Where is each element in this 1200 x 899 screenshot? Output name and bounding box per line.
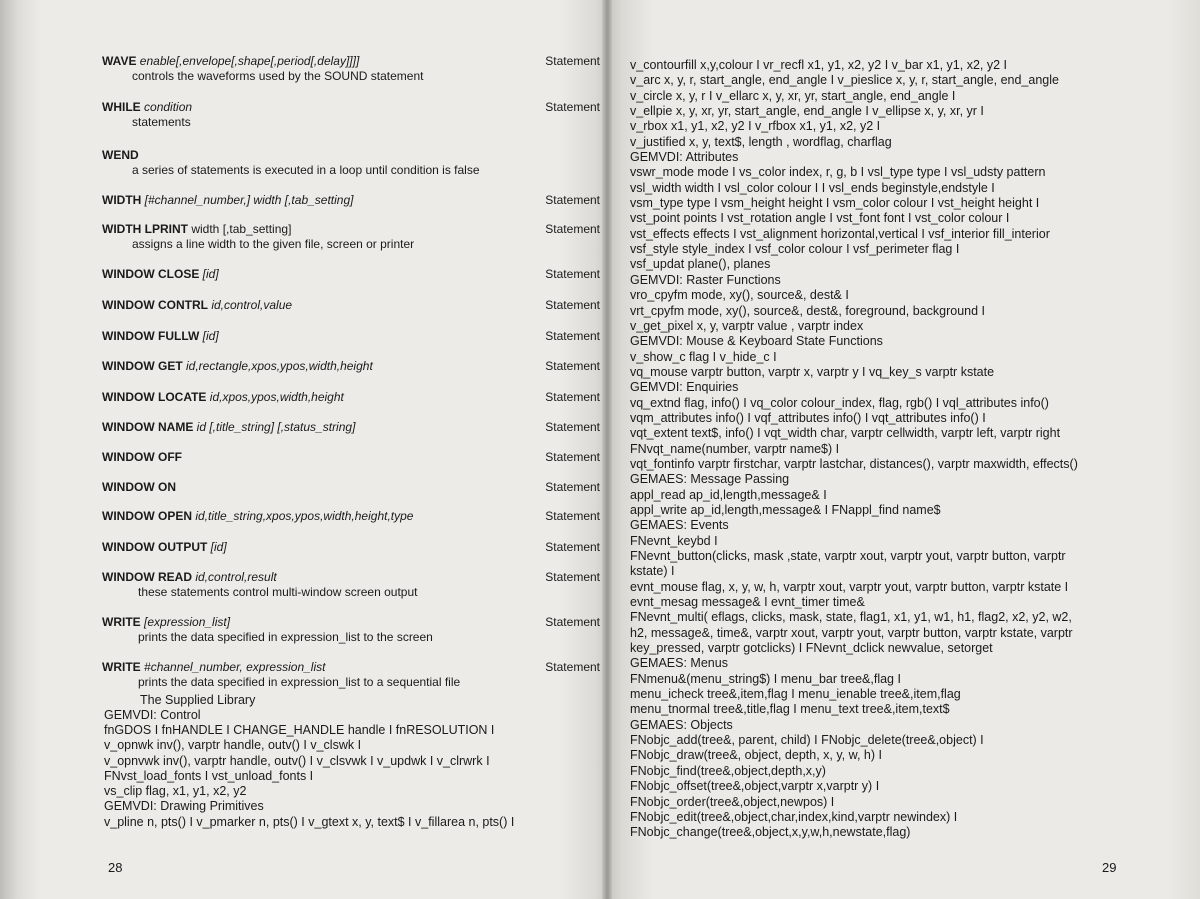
code-line: FNmenu&(menu_string$) I menu_bar tree&,flag I xyxy=(630,671,901,686)
entry-type: Statement xyxy=(545,660,600,674)
code-line: v_show_c flag I v_hide_c I xyxy=(630,349,777,364)
code-line: FNobjc_find(tree&,object,depth,x,y) xyxy=(630,763,826,778)
code-line: FNobjc_change(tree&,object,x,y,w,h,newstate,flag) xyxy=(630,825,911,840)
code-line: GEMAES: Message Passing xyxy=(630,472,790,487)
code-line: evnt_mesag message& I evnt_timer time& xyxy=(630,595,865,610)
code-line: FNvqt_name(number, varptr name$) I xyxy=(630,441,840,456)
code-line: appl_read ap_id,length,message& I xyxy=(630,487,827,502)
code-line: FNobjc_order(tree&,object,newpos) I xyxy=(630,794,835,809)
entry-window-off xyxy=(102,450,602,465)
code-line: vsf_updat plane(), planes xyxy=(630,257,771,272)
entry-keyword: WINDOW READ xyxy=(102,570,192,584)
code-line: appl_write ap_id,length,message& I FNappl_find name$ xyxy=(630,502,941,517)
code-line: evnt_mouse flag, x, y, w, h, varptr xout, varptr yout, varptr button, varptr kstate I xyxy=(630,579,1069,594)
entry-window-get xyxy=(102,359,602,374)
entry-description: controls the waveforms used by the SOUND statement xyxy=(132,69,424,83)
entry-args: [id] xyxy=(210,540,227,554)
entry-args: id,control,result xyxy=(195,570,277,584)
code-line: vq_mouse varptr button, varptr x, varptr y I vq_key_s varptr kstate xyxy=(630,364,995,379)
code-line: kstate) I xyxy=(630,564,675,579)
code-line: v_contourfill x,y,colour I vr_recfl x1, y1, x2, y2 I v_bar x1, y1, x2, y2 I xyxy=(630,58,1008,72)
entry-args: [id] xyxy=(202,267,219,281)
entry-args: [id] xyxy=(202,329,219,343)
entry-keyword: WINDOW CONTRL xyxy=(102,298,208,312)
code-line: v_opnwk inv(), varptr handle, outv() I v_clswk I xyxy=(104,738,362,752)
code-line: v_ellpie x, y, xr, yr, start_angle, end_angle I v_ellipse x, y, xr, yr I xyxy=(630,104,984,119)
entry-type: Statement xyxy=(545,509,600,523)
code-line: v_get_pixel x, y, varptr value , varptr index xyxy=(630,318,864,333)
entry-type: Statement xyxy=(545,222,600,236)
code-line: vqm_attributes info() I vqf_attributes info() I vqt_attributes info() I xyxy=(630,410,986,425)
entry-keyword: WRITE xyxy=(102,660,141,674)
code-line: v_opnvwk inv(), varptr handle, outv() I v_clsvwk I v_updwk I v_clrwrk I xyxy=(104,754,490,768)
entry-description: a series of statements is executed in a loop until condition is false xyxy=(132,163,480,177)
entry-args: condition xyxy=(144,100,193,114)
page-number-right: 29 xyxy=(1102,860,1117,875)
code-line: v_pline n, pts() I v_pmarker n, pts() I v_gtext x, y, text$ I v_fillarea n, pts() I xyxy=(104,815,515,829)
code-line: GEMVDI: Raster Functions xyxy=(630,272,781,287)
right-page xyxy=(608,0,1200,899)
code-line: key_pressed, varptr gotclicks) I FNevnt_dclick newvalue, setorget xyxy=(630,641,993,656)
entry-args: id,title_string,xpos,ypos,width,height,type xyxy=(195,509,414,523)
entry-window-on xyxy=(102,480,602,495)
entry-window-open xyxy=(102,509,602,524)
entry-type: Statement xyxy=(545,267,600,281)
code-line: h2, message&, time&, varptr xout, varptr yout, varptr button, varptr kstate, varptr xyxy=(630,625,1073,640)
entry-type: Statement xyxy=(545,480,600,494)
entry-type: Statement xyxy=(545,540,600,554)
entry-write xyxy=(102,615,602,645)
entry-args: id,rectangle,xpos,ypos,width,height xyxy=(186,359,373,373)
entry-type: Statement xyxy=(545,570,600,584)
entry-args: id [,title_string] [,status_string] xyxy=(196,420,356,434)
entry-window-locate xyxy=(102,390,602,405)
code-line: vswr_mode mode I vs_color index, r, g, b I vsl_type type I vsl_udsty pattern xyxy=(630,165,1046,180)
entry-type: Statement xyxy=(545,359,600,373)
entry-type: Statement xyxy=(545,615,600,629)
code-line: vsf_style style_index I vsf_color colour I vsf_perimeter flag I xyxy=(630,242,960,257)
entry-args: width [,tab_setting] xyxy=(191,222,292,236)
entry-description: these statements control multi-window screen output xyxy=(138,585,418,599)
entry-description: prints the data specified in expression_list to the screen xyxy=(138,630,433,644)
entry-wend xyxy=(102,148,602,178)
entry-keyword: WINDOW ON xyxy=(102,480,176,494)
entry-keyword: WINDOW LOCATE xyxy=(102,390,207,404)
entry-keyword: WRITE xyxy=(102,615,141,629)
entry-type: Statement xyxy=(545,329,600,343)
entry-type: Statement xyxy=(545,420,600,434)
code-line: FNobjc_draw(tree&, object, depth, x, y, w, h) I xyxy=(630,748,882,763)
entry-args: #channel_number, expression_list xyxy=(144,660,326,674)
code-line: FNobjc_add(tree&, parent, child) I FNobjc_delete(tree&,object) I xyxy=(630,733,984,748)
code-line: vq_extnd flag, info() I vq_color colour_index, flag, rgb() I vql_attributes info() xyxy=(630,395,1049,410)
entry-write-channel xyxy=(102,660,602,690)
code-line: v_rbox x1, y1, x2, y2 I v_rfbox x1, y1, x2, y2 I xyxy=(630,119,881,134)
entry-keyword: WIDTH xyxy=(102,193,142,207)
entry-keyword: WINDOW NAME xyxy=(102,420,194,434)
book-gutter xyxy=(602,0,612,899)
entry-args: [expression_list] xyxy=(144,615,231,629)
code-line: GEMVDI: Enquiries xyxy=(630,380,739,395)
code-line: FNobjc_edit(tree&,object,char,index,kind,varptr newindex) I xyxy=(630,809,958,824)
entry-keyword: WINDOW OUTPUT xyxy=(102,540,208,554)
page-number-left: 28 xyxy=(108,860,123,875)
section-heading: GEMVDI: Drawing Primitives xyxy=(104,799,264,813)
code-line: vro_cpyfm mode, xy(), source&, dest& I xyxy=(630,288,849,303)
code-line: FNevnt_keybd I xyxy=(630,533,718,548)
code-line: GEMVDI: Mouse & Keyboard State Functions xyxy=(630,334,883,349)
right-page-text xyxy=(630,58,1195,841)
entry-window-output xyxy=(102,540,602,555)
code-line: GEMAES: Events xyxy=(630,518,729,533)
code-line: GEMAES: Objects xyxy=(630,717,733,732)
code-line: vs_clip flag, x1, y1, x2, y2 xyxy=(104,784,247,798)
entry-keyword: WEND xyxy=(102,148,139,162)
entry-type: Statement xyxy=(545,193,600,207)
entry-type: Statement xyxy=(545,100,600,114)
code-line: v_justified x, y, text$, length , wordflag, charflag xyxy=(630,134,892,149)
code-line: vqt_fontinfo varptr firstchar, varptr lastchar, distances(), varptr maxwidth, effects() xyxy=(630,456,1078,471)
entry-while xyxy=(102,100,602,130)
entry-window-close xyxy=(102,267,602,282)
code-line: menu_icheck tree&,item,flag I menu_ienable tree&,item,flag xyxy=(630,687,961,702)
entry-window-contrl xyxy=(102,298,602,313)
code-line: vrt_cpyfm mode, xy(), source&, dest&, foreground, background I xyxy=(630,303,986,318)
entry-args: enable[,envelope[,shape[,period[,delay]]]] xyxy=(139,54,360,68)
entry-keyword: WINDOW FULLW xyxy=(102,329,200,343)
entry-window-name xyxy=(102,420,602,435)
code-line: vst_point points I vst_rotation angle I vst_font font I vst_color colour I xyxy=(630,211,1010,226)
code-line: menu_tnormal tree&,title,flag I menu_text tree&,item,text$ xyxy=(630,702,950,717)
entry-args: id,control,value xyxy=(211,298,293,312)
entry-type: Statement xyxy=(545,450,600,464)
entry-keyword: WAVE xyxy=(102,54,137,68)
library-heading: The Supplied Library xyxy=(140,693,256,707)
entry-window-fullw xyxy=(102,329,602,344)
entry-args: [#channel_number,] width [,tab_setting] xyxy=(144,193,354,207)
entry-type: Statement xyxy=(545,390,600,404)
code-line: fnGDOS I fnHANDLE I CHANGE_HANDLE handle I fnRESOLUTION I xyxy=(104,723,495,737)
entry-description: statements xyxy=(132,115,191,129)
code-line: GEMVDI: Attributes xyxy=(630,150,739,165)
code-line: FNevnt_multi( eflags, clicks, mask, state, flag1, x1, y1, w1, h1, flag2, x2, y2, w2, xyxy=(630,610,1072,625)
code-line: FNobjc_offset(tree&,object,varptr x,varptr y) I xyxy=(630,779,880,794)
code-line: v_arc x, y, r, start_angle, end_angle I v_pieslice x, y, r, start_angle, end_angle xyxy=(630,73,1059,88)
section-heading: GEMVDI: Control xyxy=(104,708,201,722)
entry-description: prints the data specified in expression_list to a sequential file xyxy=(138,675,461,689)
code-line: vqt_extent text$, info() I vqt_width char, varptr cellwidth, varptr left, varptr right xyxy=(630,426,1061,441)
entry-type: Statement xyxy=(545,54,600,68)
entry-keyword: WHILE xyxy=(102,100,141,114)
code-line: vst_effects effects I vst_alignment horizontal,vertical I vsf_interior fill_interior xyxy=(630,226,1050,241)
entry-keyword: WINDOW OFF xyxy=(102,450,182,464)
code-line: vsm_type type I vsm_height height I vsm_color colour I vst_height height I xyxy=(630,196,1040,211)
entry-keyword: WINDOW GET xyxy=(102,359,183,373)
code-line: vsl_width width I vsl_color colour I I vsl_ends beginstyle,endstyle I xyxy=(630,180,995,195)
entry-width-lprint xyxy=(102,222,602,252)
code-line: GEMAES: Menus xyxy=(630,656,728,671)
entry-args: id,xpos,ypos,width,height xyxy=(209,390,344,404)
entry-window-read xyxy=(102,570,602,600)
entry-width xyxy=(102,193,602,208)
entry-description: assigns a line width to the given file, screen or printer xyxy=(132,237,415,251)
entry-keyword: WINDOW CLOSE xyxy=(102,267,200,281)
code-line: FNevnt_button(clicks, mask ,state, varptr xout, varptr yout, varptr button, varptr xyxy=(630,549,1066,563)
entry-keyword: WIDTH LPRINT xyxy=(102,222,188,236)
entry-wave xyxy=(102,54,602,84)
code-line: FNvst_load_fonts I vst_unload_fonts I xyxy=(104,769,314,783)
entry-keyword: WINDOW OPEN xyxy=(102,509,192,523)
entry-type: Statement xyxy=(545,298,600,312)
code-line: v_circle x, y, r I v_ellarc x, y, xr, yr, start_angle, end_angle I xyxy=(630,88,956,103)
